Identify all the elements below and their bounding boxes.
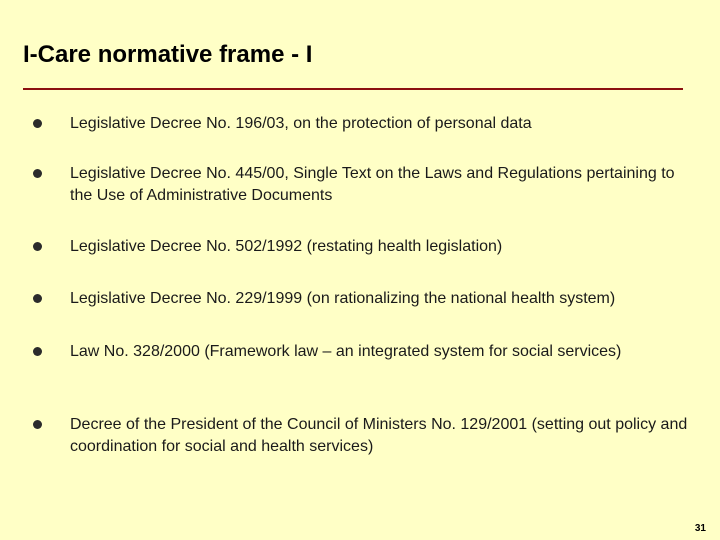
bullet-text: Law No. 328/2000 (Framework law – an integrated system for social services) [70, 343, 622, 360]
bullet-text: Legislative Decree No. 445/00, Single Text on the Laws and Regulations pertaining to the Use of Administrative Documents [70, 165, 675, 204]
bullet-icon [33, 347, 42, 356]
bullet-icon [33, 169, 42, 178]
bullet-text: Legislative Decree No. 196/03, on the protection of personal data [70, 115, 532, 132]
slide-title: I-Care normative frame - I [23, 41, 313, 68]
bullet-icon [33, 119, 42, 128]
bullet-icon [33, 242, 42, 251]
title-divider [23, 88, 683, 90]
bullet-icon [33, 420, 42, 429]
bullet-text: Decree of the President of the Council of Ministers No. 129/2001 (setting out policy and coordination for social and health services) [70, 416, 688, 455]
bullet-icon [33, 294, 42, 303]
bullet-text: Legislative Decree No. 229/1999 (on rationalizing the national health system) [70, 290, 616, 307]
bullet-text: Legislative Decree No. 502/1992 (restating health legislation) [70, 238, 503, 255]
page-number: 31 [694, 523, 706, 534]
